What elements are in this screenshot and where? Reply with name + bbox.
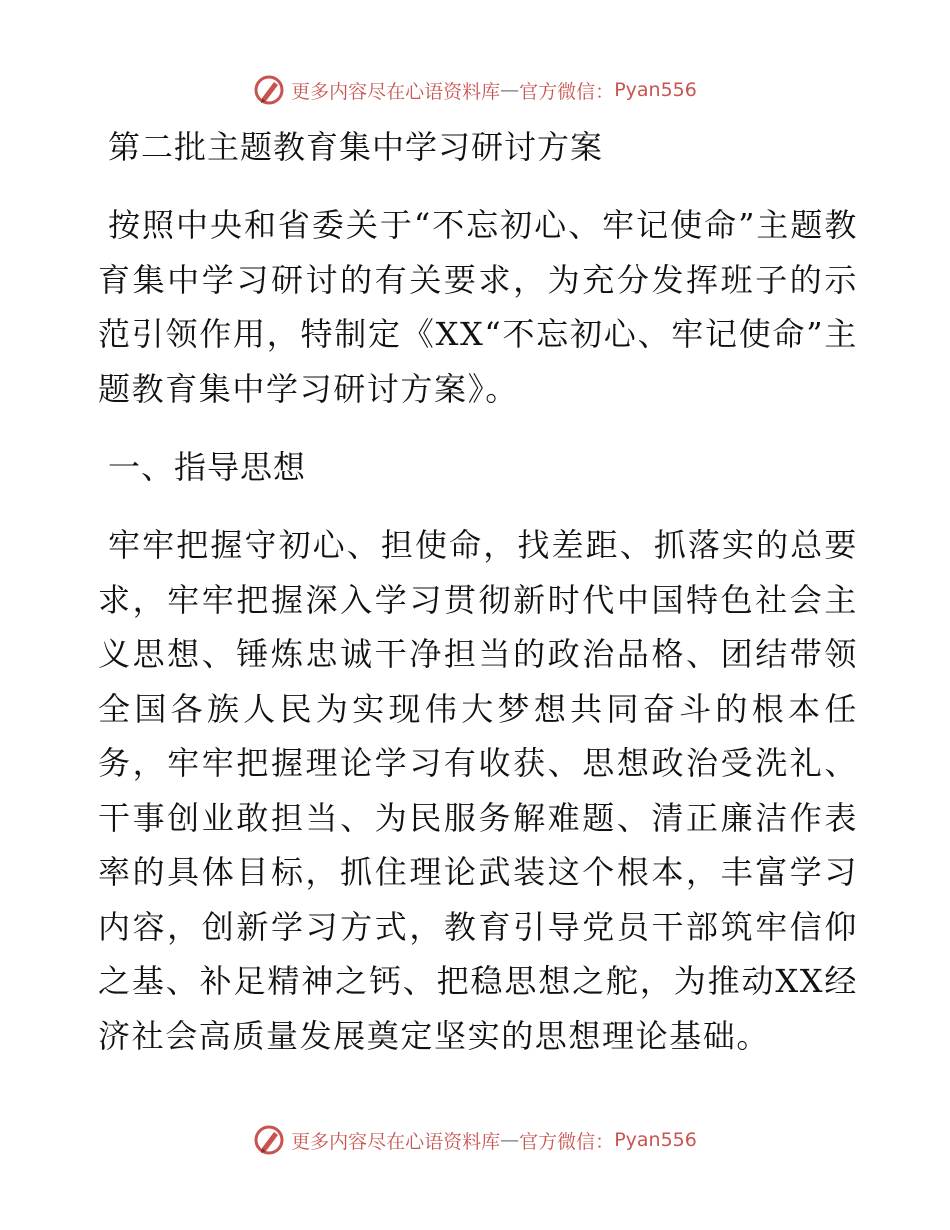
document-body [98,120,858,1063]
document-title: 第二批主题教育集中学习研讨方案 [108,128,604,166]
section-body-guiding-ideology: 牢牢把握守初心、担使命，找差距、抓落实的总要求，牢牢把握深入学习贯彻新时代中国特色社会主义思想、锤炼忠诚干净担当的政治品格、团结带领全国各族人民为实现伟大梦想共同奋斗的根本任务，牢牢把握理论学习有收获、思想政治受洗礼、干事创业敢担当、为民服务解难题、清正廉洁作表率的具体目标，抓住理论武装这个根本，丰富学习内容，创新学习方式，教育引导党员干部筑牢信仰之基、补足精神之钙、把稳思想之舵，为推动XX经济社会高质量发展奠定坚实的思想理论基础。 [98,526,858,1055]
pen-logo-icon [253,1124,285,1156]
watermark-wechat-label: 官方微信： [519,1130,615,1153]
watermark-text: 更多内容尽在心语资料库 [291,1130,501,1153]
watermark-separator: — [500,79,520,101]
watermark-wechat-id: Pyan556 [614,79,697,101]
watermark-wechat-label: 官方微信： [519,80,615,103]
intro-paragraph: 按照中央和省委关于“不忘初心、牢记使命”主题教育集中学习研讨的有关要求，为充分发挥班子的示范引领作用，特制定《XX“不忘初心、牢记使命”主题教育集中学习研讨方案》。 [98,206,858,408]
watermark-wechat-id: Pyan556 [614,1129,697,1151]
watermark-text: 更多内容尽在心语资料库 [291,80,501,103]
section-heading-guiding-ideology: 一、指导思想 [108,448,307,486]
header-watermark [0,70,950,110]
watermark-separator: — [500,1129,520,1151]
pen-logo-icon [253,74,285,106]
footer-watermark [0,1120,950,1160]
